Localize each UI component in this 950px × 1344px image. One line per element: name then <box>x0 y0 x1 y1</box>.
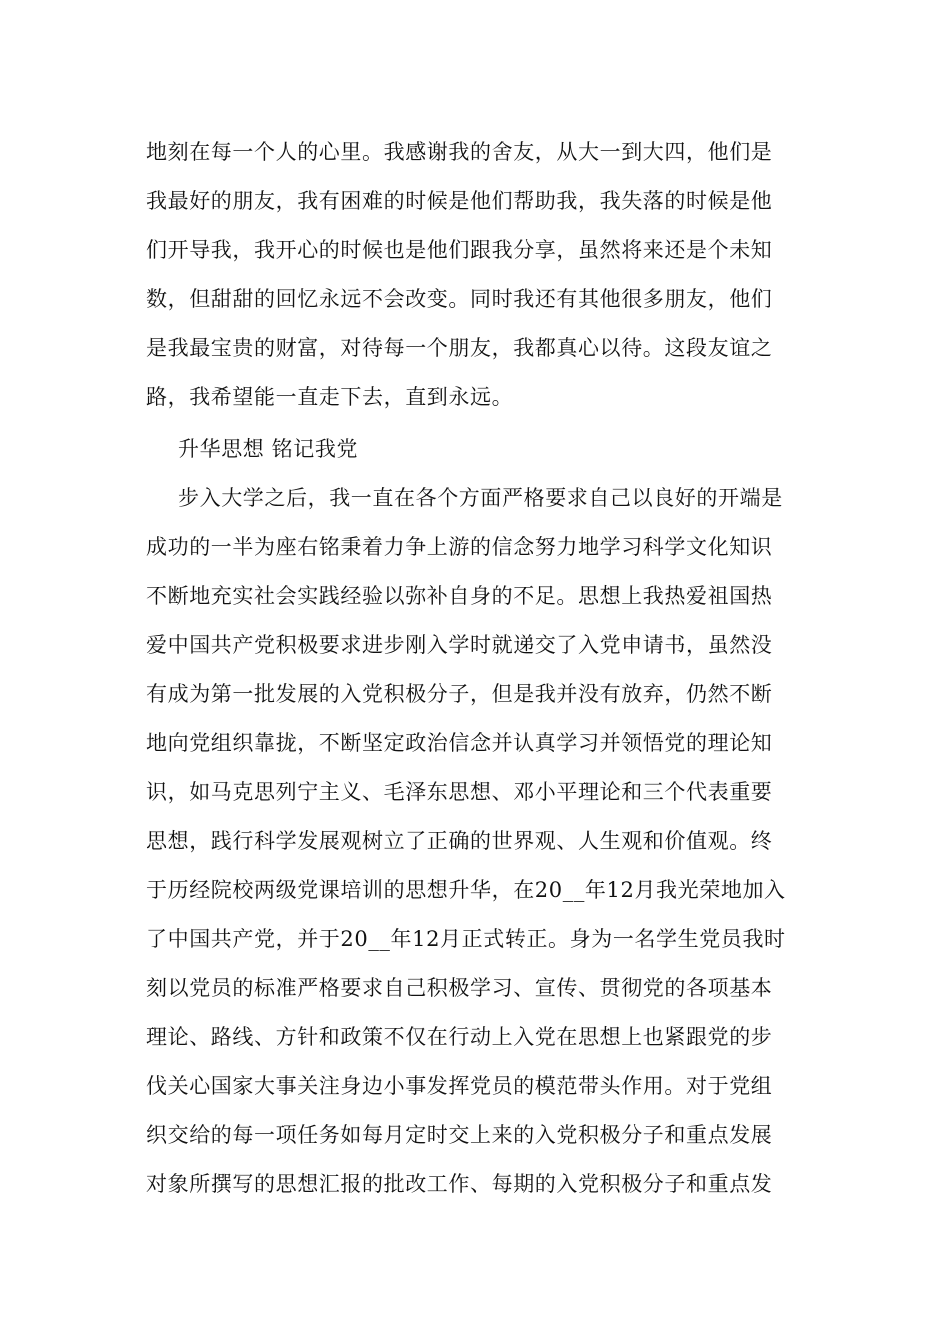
paragraph-first-line: 步入大学之后，我一直在各个方面严格要求自己以良好的开端是 <box>178 486 783 510</box>
text-line: 地刻在每一个人的心里。我感谢我的舍友，从大一到大四，他们是 <box>146 140 773 164</box>
text-line: 织交给的每一项任务如每月定时交上来的入党积极分子和重点发展 <box>146 1123 773 1147</box>
text-line: 们开导我，我开心的时候也是他们跟我分享，虽然将来还是个未知 <box>146 238 773 262</box>
text-line: 数，但甜甜的回忆永远不会改变。同时我还有其他很多朋友，他们 <box>146 287 773 311</box>
text-line: 于历经院校两级党课培训的思想升华，在20__年12月我光荣地加入 <box>146 878 786 902</box>
text-line: 是我最宝贵的财富，对待每一个朋友，我都真心以待。这段友谊之 <box>146 336 773 360</box>
text-line: 刻以党员的标准严格要求自己积极学习、宣传、贯彻党的各项基本 <box>146 976 773 1000</box>
text-line: 地向党组织靠拢，不断坚定政治信念并认真学习并领悟党的理论知 <box>146 731 773 755</box>
text-line: 了中国共产党，并于20__年12月正式转正。身为一名学生党员我时 <box>146 927 786 951</box>
text-line: 伐关心国家大事关注身边小事发挥党员的模范带头作用。对于党组 <box>146 1074 773 1098</box>
text-line: 思想，践行科学发展观树立了正确的世界观、人生观和价值观。终 <box>146 829 773 853</box>
text-line: 我最好的朋友，我有困难的时候是他们帮助我，我失落的时候是他 <box>146 189 773 213</box>
text-line: 识，如马克思列宁主义、毛泽东思想、邓小平理论和三个代表重要 <box>146 780 773 804</box>
text-line: 不断地充实社会实践经验以弥补自身的不足。思想上我热爱祖国热 <box>146 584 773 608</box>
text-line: 成功的一半为座右铭秉着力争上游的信念努力地学习科学文化知识 <box>146 535 773 559</box>
text-line: 理论、路线、方针和政策不仅在行动上入党在思想上也紧跟党的步 <box>146 1025 773 1049</box>
text-line: 对象所撰写的思想汇报的批改工作、每期的入党积极分子和重点发 <box>146 1172 773 1196</box>
section-heading: 升华思想 铭记我党 <box>178 437 359 461</box>
text-line: 爱中国共产党积极要求进步刚入学时就递交了入党申请书，虽然没 <box>146 633 773 657</box>
text-line: 有成为第一批发展的入党积极分子，但是我并没有放弃，仍然不断 <box>146 682 773 706</box>
text-line: 路，我希望能一直走下去，直到永远。 <box>146 385 514 409</box>
